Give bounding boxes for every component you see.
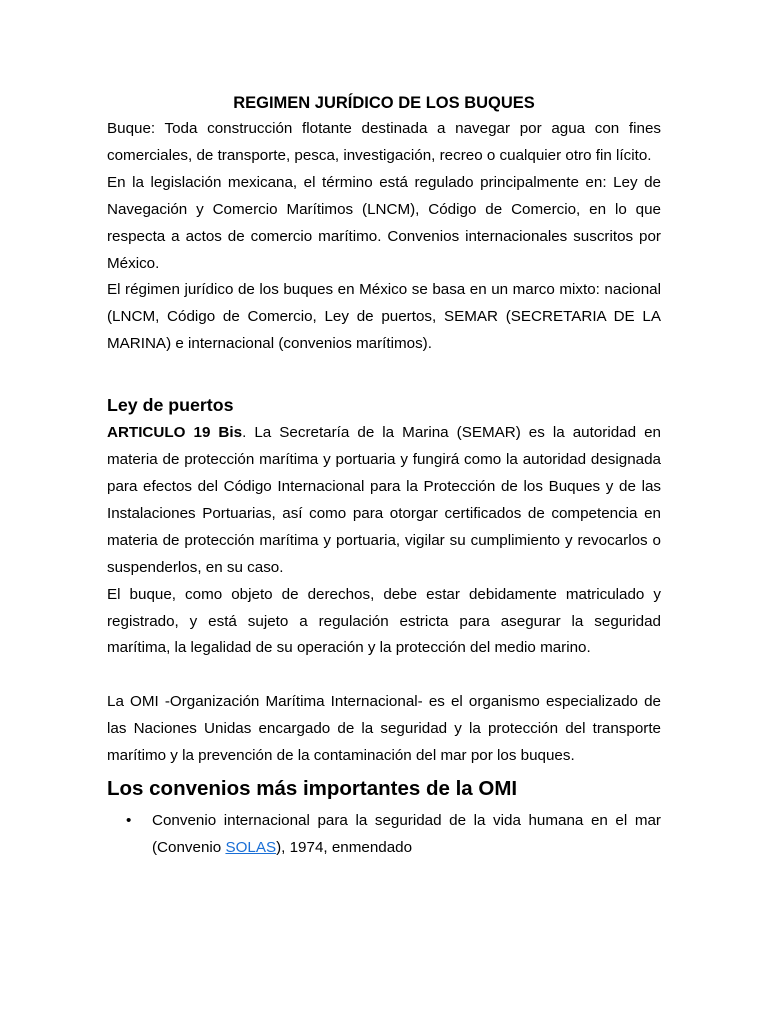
paragraph-buque-derechos: El buque, como objeto de derechos, debe estar debidamente matriculado y registrado, y está sujeto a regulación estricta para asegurar la seguridad marítima, la legalidad de su operación y la protección del medio marino. xyxy=(107,585,661,657)
article-text: . La Secretaría de la Marina (SEMAR) es la autoridad en materia de protección marítima y portuaria y fungirá como la autoridad designada para efectos del Código Internacional para la Protección de los Buques y de las Instalaciones Portuarias, así como para otorgar certificados de competencia en materia de protección marítima y portuaria, vigilar su cumplimiento y revocarlos o suspenderlos, en su caso. xyxy=(107,424,661,576)
article-label: ARTICULO 19 Bis xyxy=(107,424,243,442)
paragraph-buque-definition: Buque: Toda construcción flotante destinada a navegar por agua con fines comerciales, de transporte, pesca, investigación, recreo o cualquier otro fin lícito. xyxy=(107,120,661,164)
document-title: REGIMEN JURÍDICO DE LOS BUQUES xyxy=(233,94,535,112)
document-body xyxy=(107,90,661,862)
paragraph-articulo-19-bis xyxy=(107,420,661,581)
item-text-end: ), 1974, enmendado xyxy=(276,838,413,856)
paragraph-legislacion: En la legislación mexicana, el término está regulado principalmente en: Ley de Navegación y Comercio Marítimos (LNCM), Código de Comercio, en lo que respecta a actos de comercio marítimo. Convenios internacionales suscritos por México. xyxy=(107,173,661,272)
bullet-icon: • xyxy=(126,811,132,829)
paragraph-regimen: El régimen jurídico de los buques en México se basa en un marco mixto: nacional (LNCM, Código de Comercio, Ley de puertos, SEMAR (SECRETARIA DE LA MARINA) e internacional (convenios marítimos). xyxy=(107,281,661,353)
item-text-start: Convenio internacional para la seguridad de la vida humana en el mar (Convenio xyxy=(152,811,661,856)
paragraph-spacer xyxy=(107,662,661,689)
solas-link[interactable]: SOLAS xyxy=(225,838,277,856)
convenios-list xyxy=(107,808,661,862)
heading-ley-de-puertos: Ley de puertos xyxy=(107,395,234,416)
paragraph-omi: La OMI -Organización Marítima Internacional- es el organismo especializado de las Naciones Unidas encargado de la seguridad y la protección del transporte marítimo y la prevención de la contaminación del mar por los buques. xyxy=(107,693,661,765)
heading-convenios-omi: Los convenios más importantes de la OMI xyxy=(107,776,518,800)
list-item xyxy=(107,808,661,862)
